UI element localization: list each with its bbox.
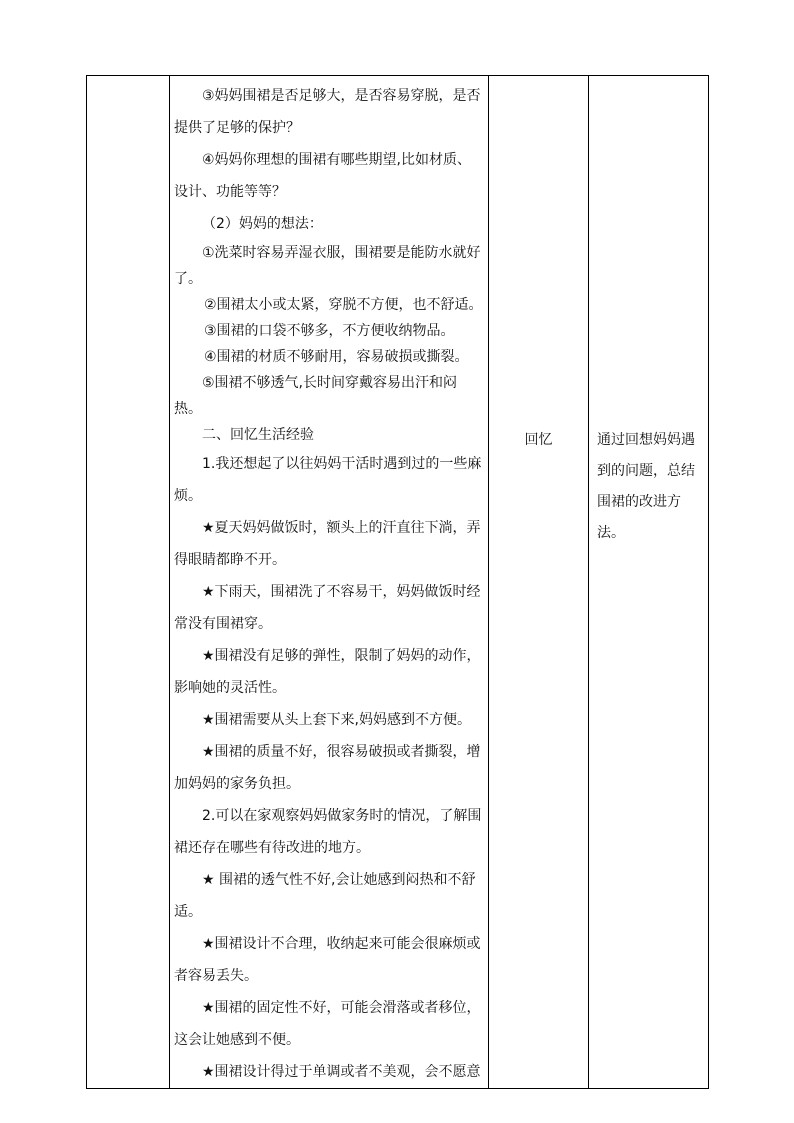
recall-item-1: ★夏天妈妈做饭时，额头上的汗直往下淌，弄得眼睛都睁不开。 xyxy=(174,520,481,568)
activity-cell xyxy=(170,76,489,1089)
section-heading: 二、回忆生活经验 xyxy=(202,427,314,443)
thought-2: ②围裙太小或太紧，穿脱不方便，也不舒适。 xyxy=(204,297,483,313)
table-row xyxy=(87,76,709,1089)
thought-5: ⑤围裙不够透气,长时间穿戴容易出汗和闷热。 xyxy=(174,375,457,417)
design-intent-text: 通过回想妈妈遇到的问题，总结围裙的改进方法。 xyxy=(597,432,695,541)
observe-item-2: ★围裙设计不合理，收纳起来可能会很麻烦或者容易丢失。 xyxy=(174,936,481,984)
observe-intro: 2.可以在家观察妈妈做家务时的情况，了解围裙还存在哪些有待改进的地方。 xyxy=(174,808,482,856)
observe-item-4: ★围裙设计得过于单调或者不美观，会不愿意 xyxy=(202,1064,481,1080)
student-activity-text: 回忆 xyxy=(524,432,553,448)
stage-cell xyxy=(87,76,170,1089)
thought-3: ③围裙的口袋不够多，不方便收纳物品。 xyxy=(204,323,455,339)
observe-item-1: ★ 围裙的透气性不好,会让她感到闷热和不舒适。 xyxy=(174,872,476,920)
recall-item-2: ★下雨天，围裙洗了不容易干，妈妈做饭时经常没有围裙穿。 xyxy=(174,584,481,632)
question-4: ④妈妈你理想的围裙有哪些期望,比如材质、设计、功能等等？ xyxy=(174,152,471,200)
activity-content xyxy=(170,76,488,1088)
recall-item-4: ★围裙需要从头上套下来,妈妈感到不方便。 xyxy=(202,712,471,728)
lesson-table xyxy=(86,75,709,1089)
recall-item-5: ★围裙的质量不好，很容易破损或者撕裂，增加妈妈的家务负担。 xyxy=(174,744,481,792)
thought-1: ①洗菜时容易弄湿衣服，围裙要是能防水就好了。 xyxy=(174,245,481,287)
question-3: ③妈妈围裙是否足够大，是否容易穿脱，是否提供了足够的保护？ xyxy=(174,88,481,136)
recall-intro: 1.我还想起了以往妈妈干活时遇到过的一些麻烦。 xyxy=(174,456,482,504)
thought-4: ④围裙的材质不够耐用，容易破损或撕裂。 xyxy=(204,349,469,365)
recall-item-3: ★围裙没有足够的弹性，限制了妈妈的动作，影响她的灵活性。 xyxy=(174,648,481,696)
observe-item-3: ★围裙的固定性不好，可能会滑落或者移位，这会让她感到不便。 xyxy=(174,1000,481,1048)
design-intent-cell xyxy=(589,76,709,1089)
mom-thoughts-heading: （2）妈妈的想法： xyxy=(202,216,323,232)
student-activity-cell xyxy=(489,76,589,1089)
